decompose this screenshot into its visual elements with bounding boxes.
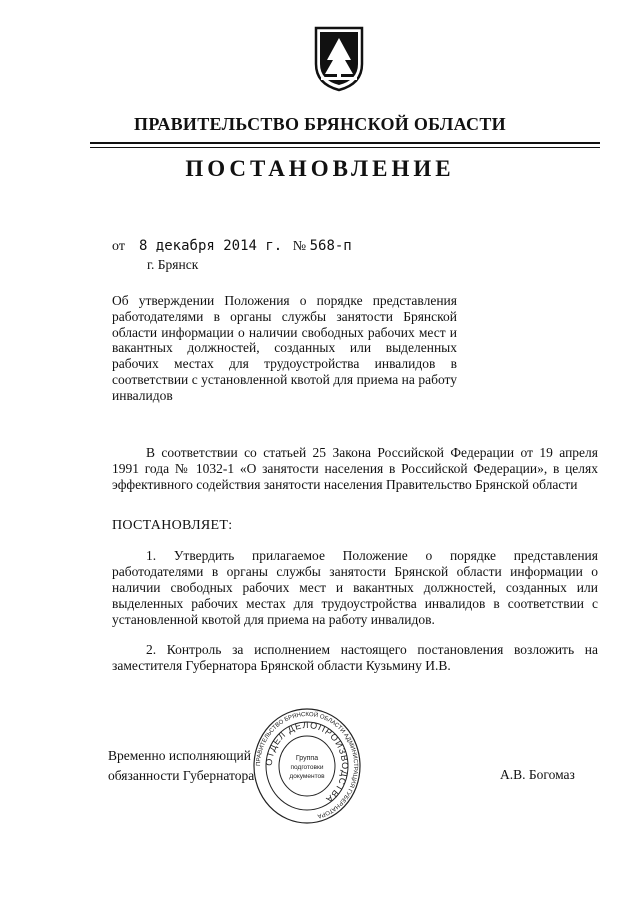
stamp-center-line-2: подготовки (290, 764, 324, 771)
document-date: 8 декабря 2014 г. (138, 238, 283, 254)
signatory-title-line-2: обязанности Губернатора (108, 768, 255, 783)
document-type-title: ПОСТАНОВЛЕНИЕ (185, 156, 455, 181)
number-prefix: № (292, 239, 307, 254)
signatory-title-line-1: Временно исполняющий (108, 748, 251, 763)
round-stamp-icon (252, 706, 362, 826)
preamble-paragraph: В соответствии со статьей 25 Закона Российской Федерации от 19 апреля 1991 года № 1032-1 «О занятости населения в Российской Федерации», в целях эффективного содействия занятости населения Правительство Брянской области (112, 445, 598, 492)
date-number-line (112, 238, 352, 255)
stamp-center-line-1: Группа (295, 755, 319, 762)
bryansk-coat-of-arms-icon (313, 24, 365, 92)
header-rule-thin (90, 147, 600, 148)
decree-word: ПОСТАНОВЛЯЕТ: (112, 518, 233, 533)
svg-text:ОТДЕЛ ДЕЛОПРОИЗВОДСТВА (264, 720, 350, 805)
stamp-outer-ring-text: ПРАВИТЕЛЬСТВО БРЯНСКОЙ ОБЛАСТИ АДМИНИСТРАЦИЯ ГУБЕРНАТОРА (255, 711, 359, 819)
city: г. Брянск (147, 257, 199, 272)
decree-item-1: 1. Утвердить прилагаемое Положение о порядке представления работодателями в органы службы занятости Брянской области информации о наличии свободных рабочих мест и вакантных должностей, созданных или выделенных рабочих местах для трудоустройства инвалидов в соответствии с установленной квотой для приема на работу инвалидов. (112, 548, 598, 627)
stamp-middle-ring-text: ОТДЕЛ ДЕЛОПРОИЗВОДСТВА (263, 719, 351, 806)
coat-of-arms-emblem (313, 24, 365, 92)
signatory-title (108, 746, 273, 786)
decree-item-2: 2. Контроль за исполнением настоящего постановления возложить на заместителя Губернатора Брянской области Кузьмину И.В. (112, 642, 598, 673)
organization-title: ПРАВИТЕЛЬСТВО БРЯНСКОЙ ОБЛАСТИ (134, 114, 506, 134)
document-subject: Об утверждении Положения о порядке представления работодателями в органы службы занятости Брянской области информации о наличии свободных рабочих мест и вакантных должностей, созданных или выделенных рабочих местах для трудоустройства инвалидов в соответствии с установленной квотой для приема на работу инвалидов (112, 293, 457, 403)
header-rule-thick (90, 142, 600, 144)
office-stamp (252, 706, 362, 826)
date-prefix: от (112, 239, 125, 254)
signatory-name: А.В. Богомаз (500, 767, 575, 782)
stamp-center-line-3: документов (289, 773, 325, 780)
document-number: 568-п (309, 238, 352, 254)
